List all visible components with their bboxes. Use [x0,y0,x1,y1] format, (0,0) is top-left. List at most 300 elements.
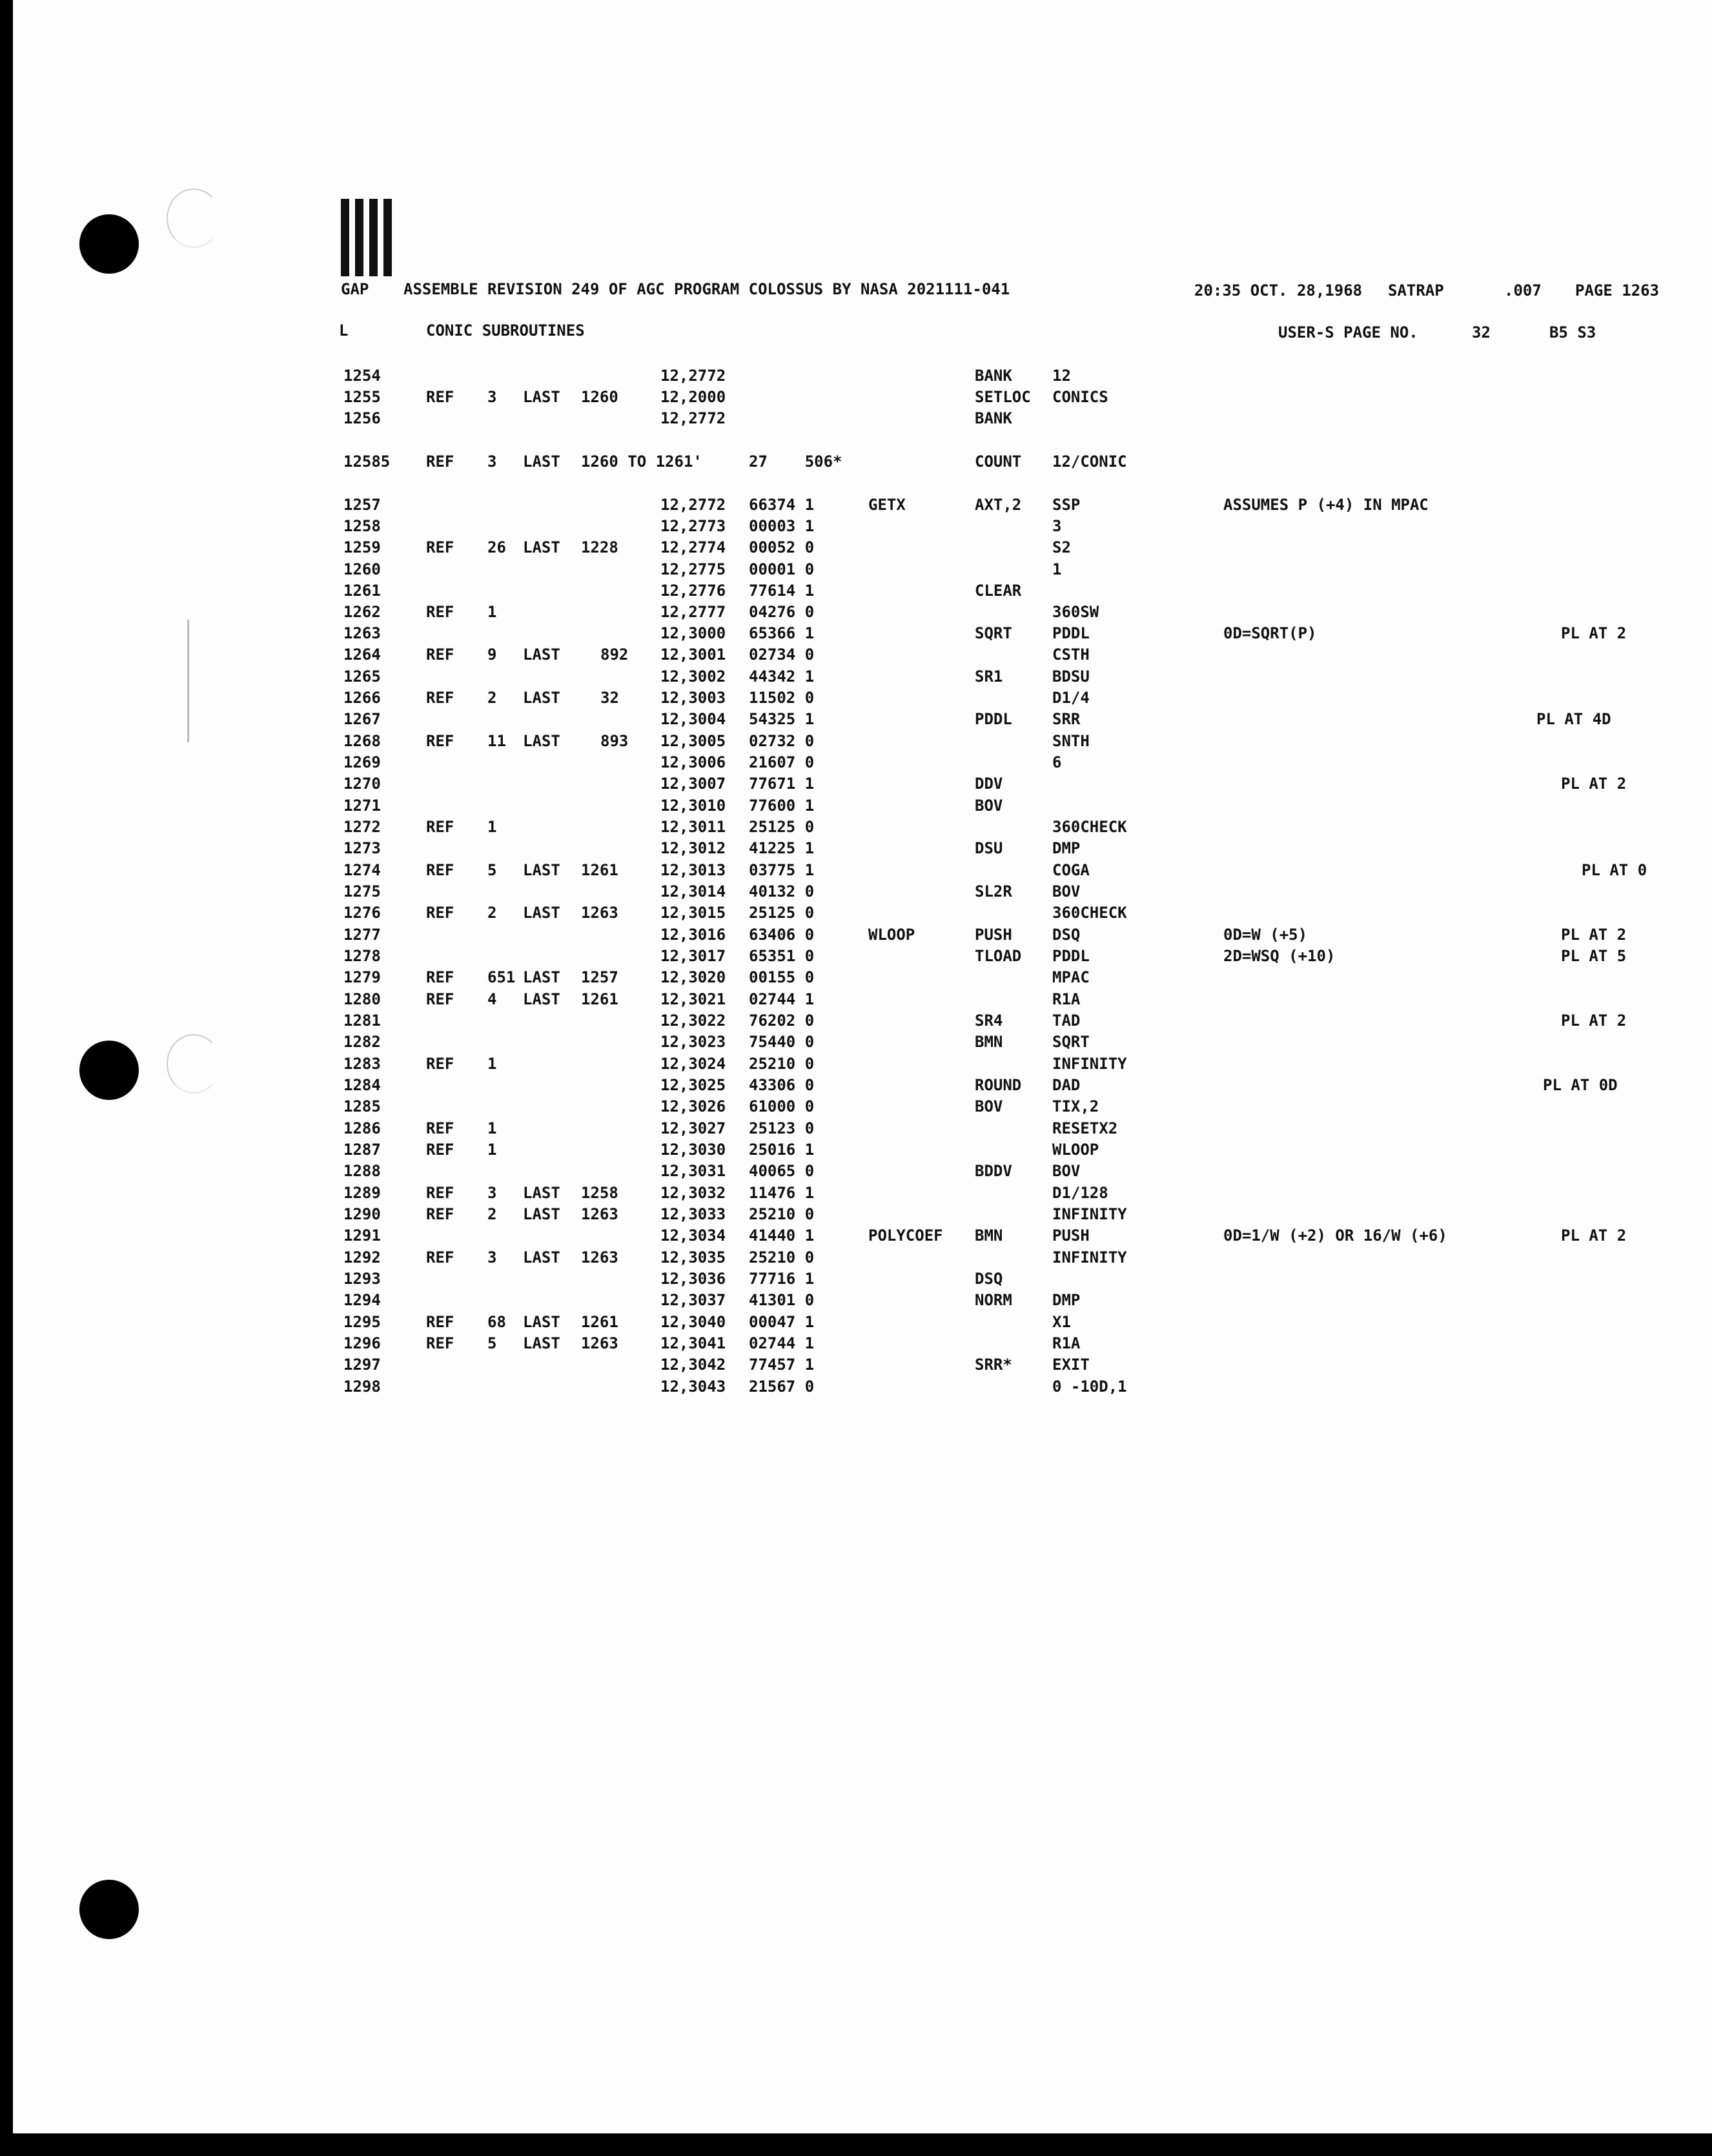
ref-count: 1 [487,603,497,621]
ref-label: REF [426,603,454,621]
address: 12,3032 [660,1184,726,1202]
operand: WLOOP [1052,1141,1099,1159]
last-label: LAST [523,1205,560,1223]
address: 12,3006 [660,753,726,771]
address: 12,2777 [660,603,726,621]
operand: R1A [1052,1334,1081,1352]
operand: 12/CONIC [1052,453,1127,471]
last-ref: 1260 [581,388,618,406]
line-number: 1271 [343,797,381,815]
ref-label: REF [426,388,454,406]
line-number: 1266 [343,689,381,707]
address: 12,3036 [660,1270,726,1288]
operand: BDSU [1052,667,1090,686]
operand: SRR [1052,710,1081,728]
header-page: PAGE 1263 [1575,281,1660,300]
last-label: LAST [523,1184,560,1202]
address: 12,3021 [660,990,726,1008]
operand: SSP [1052,496,1081,514]
punch-hole-ghost-top [167,188,221,248]
pushlist-note: PL AT 5 [1561,947,1627,965]
octal-code: 77457 1 [749,1356,815,1374]
line-number: 1280 [343,990,381,1008]
opcode: CLEAR [975,582,1022,600]
octal-code: 02732 0 [749,732,815,750]
ref-label: REF [426,1184,454,1202]
operand: PDDL [1052,947,1090,965]
pushlist-note: PL AT 2 [1561,775,1627,793]
octal-code: 02744 1 [749,1334,815,1352]
ref-count: 1 [487,1119,497,1137]
operand: SNTH [1052,732,1090,750]
subheader-right: B5 S3 [1549,323,1596,341]
line-number: 1267 [343,710,381,728]
operand: INFINITY [1052,1055,1127,1073]
ref-count: 3 [487,1248,497,1266]
operand: X1 [1052,1313,1071,1331]
line-number: 1257 [343,496,381,514]
comment: 2D=WSQ (+10) [1223,947,1336,965]
line-number: 1298 [343,1378,381,1396]
header-number: .007 [1504,281,1542,300]
section-title: CONIC SUBROUTINES [426,321,585,340]
operand: S2 [1052,538,1071,556]
operand: CONICS [1052,388,1108,406]
last-label: LAST [523,538,560,556]
line-number: 1268 [343,732,381,750]
opcode: SR4 [975,1012,1003,1030]
ref-label: REF [426,990,454,1008]
opcode: AXT,2 [975,496,1022,514]
operand: DSQ [1052,926,1081,944]
address: 12,3022 [660,1012,726,1030]
line-number: 1265 [343,667,381,686]
line-number: 1285 [343,1097,381,1115]
operand: SQRT [1052,1033,1090,1051]
octal-code: 25125 0 [749,904,815,922]
octal-code: 75440 0 [749,1033,815,1051]
address: 12,3004 [660,710,726,728]
ref-count: 5 [487,1334,497,1352]
line-number: 1278 [343,947,381,965]
opcode: SRR* [975,1356,1012,1374]
address: 12,3020 [660,968,726,986]
address: 12,2772 [660,496,726,514]
ref-count: 4 [487,990,497,1008]
operand: INFINITY [1052,1248,1127,1266]
punch-hole-top [79,214,139,274]
address: 12,2775 [660,560,726,578]
octal-code: 77716 1 [749,1270,815,1288]
address: 12,3034 [660,1226,726,1245]
address: 12,3031 [660,1162,726,1180]
octal-code: 11502 0 [749,689,815,707]
line-number: 1254 [343,367,381,385]
comment: 0D=1/W (+2) OR 16/W (+6) [1223,1226,1447,1245]
line-number: 1290 [343,1205,381,1223]
label-tag: POLYCOEF [868,1226,943,1245]
octal-code: 65351 0 [749,947,815,965]
octal-code: 25016 1 [749,1141,815,1159]
last-ref: 1261 [581,1313,618,1331]
address: 12,3023 [660,1033,726,1051]
address: 12,3026 [660,1097,726,1115]
line-number: 1282 [343,1033,381,1051]
ref-count: 3 [487,453,497,471]
opcode: DDV [975,775,1003,793]
ref-label: REF [426,1205,454,1223]
last-label: LAST [523,904,560,922]
operand: TAD [1052,1012,1081,1030]
octal-code: 21607 0 [749,753,815,771]
last-ref: 32 [600,689,619,707]
address: 12,3010 [660,797,726,815]
last-label: LAST [523,990,560,1008]
ref-count: 2 [487,1205,497,1223]
line-number: 1255 [343,388,381,406]
octal-code: 00047 1 [749,1313,815,1331]
last-label: LAST [523,689,560,707]
line-number: 1295 [343,1313,381,1331]
line-number: 1276 [343,904,381,922]
opcode: NORM [975,1291,1012,1309]
subheader-left: L [339,321,349,340]
ref-label: REF [426,968,454,986]
operand: DMP [1052,839,1081,857]
operand: PDDL [1052,624,1090,642]
label-tag: GETX [868,496,906,514]
address: 12,3027 [660,1119,726,1137]
address: 12,3024 [660,1055,726,1073]
opcode: DSQ [975,1270,1003,1288]
print-marks [341,199,392,276]
octal-code: 63406 0 [749,926,815,944]
octal-code: 43306 0 [749,1076,815,1094]
octal-code: 00155 0 [749,968,815,986]
line-number: 1275 [343,882,381,900]
opcode: BDDV [975,1162,1012,1180]
ref-count: 2 [487,904,497,922]
address: 12,3011 [660,818,726,836]
octal-code: 25123 0 [749,1119,815,1137]
address: 12,3001 [660,646,726,664]
ref-count: 3 [487,388,497,406]
address: 12,3033 [660,1205,726,1223]
last-label: LAST [523,453,560,471]
line-number: 1279 [343,968,381,986]
octal-code: 77671 1 [749,775,815,793]
last-label: LAST [523,1313,560,1331]
header-left-code: GAP [341,280,369,298]
operand: 360CHECK [1052,904,1127,922]
address: 12,3003 [660,689,726,707]
line-number: 1273 [343,839,381,857]
operand: 360CHECK [1052,818,1127,836]
ref-count: 2 [487,689,497,707]
ref-count: 1 [487,818,497,836]
ref-label: REF [426,646,454,664]
octal-code: 25210 0 [749,1205,815,1223]
opcode: PDDL [975,710,1012,728]
line-number: 1274 [343,861,381,879]
address: 12,3014 [660,882,726,900]
last-ref: 1260 TO 1261' [581,453,702,471]
line-number: 1293 [343,1270,381,1288]
opcode: BMN [975,1033,1003,1051]
ref-count: 68 [487,1313,506,1331]
operand: 12 [1052,367,1071,385]
octal-code: 40065 0 [749,1162,815,1180]
opcode: BANK [975,367,1012,385]
address: 12,2776 [660,582,726,600]
last-ref: 1261 [581,990,618,1008]
pushlist-note: PL AT 2 [1561,926,1627,944]
opcode: ROUND [975,1076,1022,1094]
ref-label: REF [426,904,454,922]
address: 12,3012 [660,839,726,857]
ref-label: REF [426,1055,454,1073]
opcode: PUSH [975,926,1012,944]
octal-code: 65366 1 [749,624,815,642]
last-ref: 1261 [581,861,618,879]
operand: D1/4 [1052,689,1090,707]
user-page-number: 32 [1472,323,1491,341]
last-label: LAST [523,732,560,750]
address: 12,3037 [660,1291,726,1309]
opcode: DSU [975,839,1003,857]
ref-count: 26 [487,538,506,556]
header-timestamp: 20:35 OCT. 28,1968 [1194,281,1363,300]
address: 12,3042 [660,1356,726,1374]
ref-label: REF [426,1248,454,1266]
line-number: 1258 [343,517,381,535]
ref-label: REF [426,453,454,471]
line-number: 1281 [343,1012,381,1030]
operand: BOV [1052,1162,1081,1180]
ref-count: 5 [487,861,497,879]
pushlist-note: PL AT 2 [1561,624,1627,642]
last-label: LAST [523,388,560,406]
line-number: 1294 [343,1291,381,1309]
operand: R1A [1052,990,1081,1008]
octal-code: 11476 1 [749,1184,815,1202]
line-number: 1283 [343,1055,381,1073]
address: 12,3000 [660,624,726,642]
last-label: LAST [523,861,560,879]
line-number: 1291 [343,1226,381,1245]
opcode: BANK [975,409,1012,427]
address: 12,2772 [660,409,726,427]
line-number: 12585 [343,453,391,471]
operand: CSTH [1052,646,1090,664]
ref-count: 11 [487,732,506,750]
opcode: SETLOC [975,388,1031,406]
octal-code: 27 506* [749,453,842,471]
pushlist-note: PL AT 2 [1561,1226,1627,1245]
opcode: SQRT [975,624,1012,642]
operand: RESETX2 [1052,1119,1118,1137]
opcode: SL2R [975,882,1012,900]
ref-label: REF [426,1313,454,1331]
operand: EXIT [1052,1356,1090,1374]
octal-code: 77600 1 [749,797,815,815]
last-label: LAST [523,1248,560,1266]
opcode: COUNT [975,453,1022,471]
line-number: 1288 [343,1162,381,1180]
ref-count: 3 [487,1184,497,1202]
operand: 0 -10D,1 [1052,1378,1127,1396]
scan-mark [187,620,189,742]
ref-label: REF [426,689,454,707]
operand: 6 [1052,753,1062,771]
line-number: 1272 [343,818,381,836]
ref-label: REF [426,861,454,879]
punch-hole-middle [79,1041,139,1100]
opcode: BOV [975,1097,1003,1115]
punch-hole-bottom [79,1880,139,1939]
line-number: 1270 [343,775,381,793]
line-number: 1284 [343,1076,381,1094]
line-number: 1297 [343,1356,381,1374]
operand: COGA [1052,861,1090,879]
address: 12,3013 [660,861,726,879]
octal-code: 25125 0 [749,818,815,836]
address: 12,3041 [660,1334,726,1352]
line-number: 1261 [343,582,381,600]
last-ref: 1263 [581,1205,618,1223]
address: 12,3007 [660,775,726,793]
address: 12,2772 [660,367,726,385]
opcode: BMN [975,1226,1003,1245]
line-number: 1292 [343,1248,381,1266]
operand: PUSH [1052,1226,1090,1245]
octal-code: 00052 0 [749,538,815,556]
address: 12,2774 [660,538,726,556]
last-ref: 1258 [581,1184,618,1202]
header-user: SATRAP [1388,281,1444,300]
address: 12,3015 [660,904,726,922]
operand: 3 [1052,517,1062,535]
octal-code: 77614 1 [749,582,815,600]
label-tag: WLOOP [868,926,915,944]
line-number: 1286 [343,1119,381,1137]
octal-code: 41225 1 [749,839,815,857]
last-label: LAST [523,646,560,664]
line-number: 1269 [343,753,381,771]
line-number: 1277 [343,926,381,944]
octal-code: 25210 0 [749,1055,815,1073]
octal-code: 44342 1 [749,667,815,686]
last-ref: 1263 [581,1334,618,1352]
octal-code: 02744 1 [749,990,815,1008]
ref-label: REF [426,1141,454,1159]
operand: MPAC [1052,968,1090,986]
opcode: TLOAD [975,947,1022,965]
operand: INFINITY [1052,1205,1127,1223]
operand: DMP [1052,1291,1081,1309]
last-ref: 1263 [581,1248,618,1266]
last-label: LAST [523,1334,560,1352]
octal-code: 02734 0 [749,646,815,664]
octal-code: 54325 1 [749,710,815,728]
ref-count: 1 [487,1055,497,1073]
octal-code: 21567 0 [749,1378,815,1396]
last-ref: 893 [600,732,629,750]
line-number: 1287 [343,1141,381,1159]
operand: TIX,2 [1052,1097,1099,1115]
ref-count: 9 [487,646,497,664]
line-number: 1296 [343,1334,381,1352]
pushlist-note: PL AT 4D [1536,710,1611,728]
address: 12,3017 [660,947,726,965]
line-number: 1262 [343,603,381,621]
operand: 1 [1052,560,1062,578]
operand: D1/128 [1052,1184,1108,1202]
ref-label: REF [426,732,454,750]
pushlist-note: PL AT 2 [1561,1012,1627,1030]
ref-count: 1 [487,1141,497,1159]
address: 12,3002 [660,667,726,686]
octal-code: 76202 0 [749,1012,815,1030]
octal-code: 25210 0 [749,1248,815,1266]
opcode: BOV [975,797,1003,815]
pushlist-note: PL AT 0 [1582,861,1647,879]
address: 12,3035 [660,1248,726,1266]
octal-code: 41301 0 [749,1291,815,1309]
address: 12,3043 [660,1378,726,1396]
octal-code: 40132 0 [749,882,815,900]
operand: DAD [1052,1076,1081,1094]
octal-code: 00001 0 [749,560,815,578]
last-label: LAST [523,968,560,986]
comment: 0D=W (+5) [1223,926,1308,944]
octal-code: 66374 1 [749,496,815,514]
operand: BOV [1052,882,1081,900]
last-ref: 892 [600,646,629,664]
octal-code: 41440 1 [749,1226,815,1245]
line-number: 1264 [343,646,381,664]
line-number: 1289 [343,1184,381,1202]
last-ref: 1228 [581,538,618,556]
header-title: ASSEMBLE REVISION 249 OF AGC PROGRAM COLOSSUS BY NASA 2021111-041 [403,280,1010,298]
ref-label: REF [426,818,454,836]
last-ref: 1257 [581,968,618,986]
address: 12,2000 [660,388,726,406]
operand: 360SW [1052,603,1099,621]
user-page-label: USER-S PAGE NO. [1278,323,1418,341]
octal-code: 03775 1 [749,861,815,879]
ref-label: REF [426,538,454,556]
ref-label: REF [426,1119,454,1137]
comment: ASSUMES P (+4) IN MPAC [1223,496,1429,514]
octal-code: 00003 1 [749,517,815,535]
line-number: 1260 [343,560,381,578]
address: 12,3016 [660,926,726,944]
pushlist-note: PL AT 0D [1543,1076,1618,1094]
address: 12,3005 [660,732,726,750]
ref-count: 651 [487,968,516,986]
address: 12,3025 [660,1076,726,1094]
punch-hole-ghost-middle [167,1034,221,1093]
address: 12,2773 [660,517,726,535]
octal-code: 04276 0 [749,603,815,621]
line-number: 1256 [343,409,381,427]
octal-code: 61000 0 [749,1097,815,1115]
opcode: SR1 [975,667,1003,686]
line-number: 1263 [343,624,381,642]
address: 12,3040 [660,1313,726,1331]
ref-label: REF [426,1334,454,1352]
